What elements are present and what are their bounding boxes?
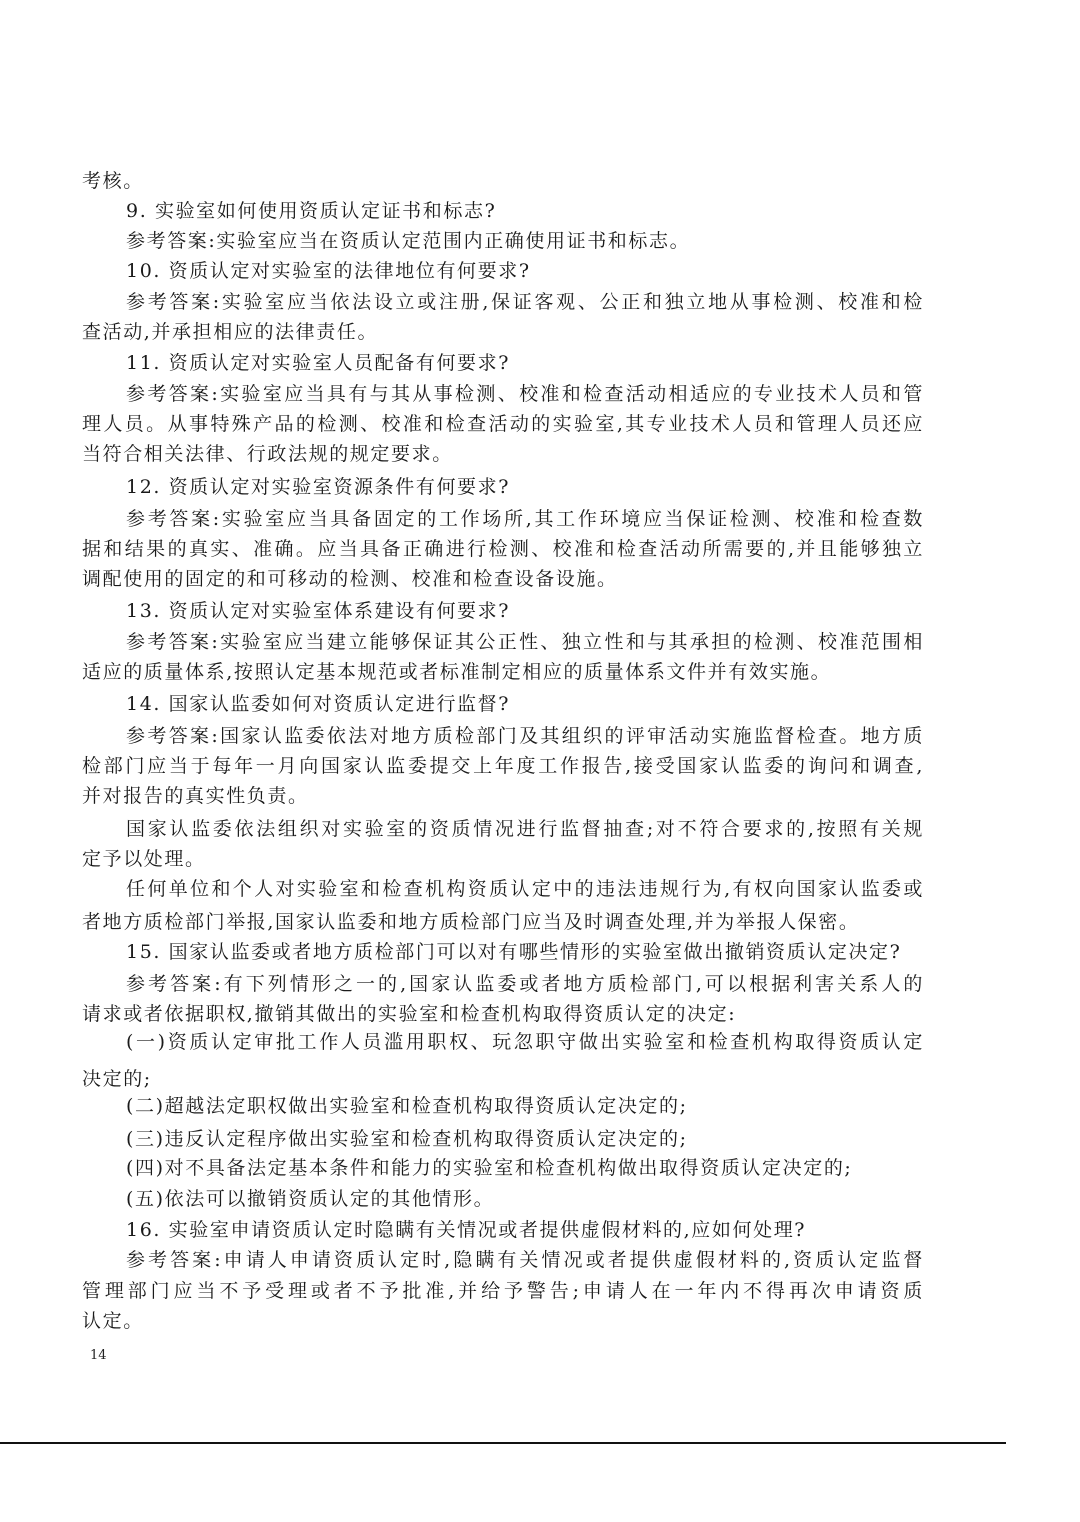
question-11: 11. 资质认定对实验室人员配备有何要求?: [126, 352, 511, 374]
answer-13-line-2: 适应的质量体系,按照认定基本规范或者标准制定相应的质量体系文件并有效实施。: [82, 661, 832, 683]
answer-16-line-3: 认定。: [82, 1310, 144, 1332]
answer-14-para-3-line-1: 任何单位和个人对实验室和检查机构资质认定中的违法违规行为,有权向国家认监委或: [126, 878, 924, 900]
paragraph-line: 考核。: [82, 170, 144, 192]
answer-15-item-4: (四)对不具备法定基本条件和能力的实验室和检查机构做出取得资质认定决定的;: [126, 1157, 853, 1179]
answer-9: 参考答案:实验室应当在资质认定范围内正确使用证书和标志。: [126, 230, 691, 252]
question-10: 10. 资质认定对实验室的法律地位有何要求?: [126, 260, 531, 282]
answer-12-line-1: 参考答案:实验室应当具备固定的工作场所,其工作环境应当保证检测、校准和检查数: [126, 508, 924, 530]
answer-15-line-1: 参考答案:有下列情形之一的,国家认监委或者地方质检部门,可以根据利害关系人的: [126, 973, 924, 995]
question-16: 16. 实验室申请资质认定时隐瞒有关情况或者提供虚假材料的,应如何处理?: [126, 1219, 807, 1241]
question-14: 14. 国家认监委如何对资质认定进行监督?: [126, 693, 511, 715]
bottom-divider: [0, 1442, 1006, 1444]
answer-12-line-3: 调配使用的固定的和可移动的检测、校准和检查设备设施。: [82, 568, 618, 590]
question-13: 13. 资质认定对实验室体系建设有何要求?: [126, 600, 511, 622]
answer-15-item-3: (三)违反认定程序做出实验室和检查机构取得资质认定决定的;: [126, 1128, 688, 1150]
answer-15-item-2: (二)超越法定职权做出实验室和检查机构取得资质认定决定的;: [126, 1095, 688, 1117]
answer-15-item-1-line-1: (一)资质认定审批工作人员滥用职权、玩忽职守做出实验室和检查机构取得资质认定: [126, 1031, 924, 1053]
answer-15-line-2: 请求或者依据职权,撤销其做出的实验室和检查机构取得资质认定的决定:: [82, 1003, 737, 1025]
answer-11-line-3: 当符合相关法律、行政法规的规定要求。: [82, 443, 453, 465]
page-number: 14: [90, 1348, 107, 1363]
question-12: 12. 资质认定对实验室资源条件有何要求?: [126, 476, 511, 498]
answer-15-item-1-line-2: 决定的;: [82, 1068, 152, 1090]
answer-14-para-2-line-2: 定予以处理。: [82, 848, 206, 870]
answer-11-line-2: 理人员。从事特殊产品的检测、校准和检查活动的实验室,其专业技术人员和管理人员还应: [82, 413, 924, 435]
answer-12-line-2: 据和结果的真实、准确。应当具备正确进行检测、校准和检查活动所需要的,并且能够独立: [82, 538, 924, 560]
answer-14-para-3-line-2: 者地方质检部门举报,国家认监委和地方质检部门应当及时调查处理,并为举报人保密。: [82, 911, 860, 933]
question-15: 15. 国家认监委或者地方质检部门可以对有哪些情形的实验室做出撤销资质认定决定?: [126, 941, 902, 963]
answer-14-para-2-line-1: 国家认监委依法组织对实验室的资质情况进行监督抽查;对不符合要求的,按照有关规: [126, 818, 924, 840]
answer-15-item-5: (五)依法可以撤销资质认定的其他情形。: [126, 1188, 495, 1210]
answer-11-line-1: 参考答案:实验室应当具有与其从事检测、校准和检查活动相适应的专业技术人员和管: [126, 383, 924, 405]
answer-16-line-2: 管理部门应当不予受理或者不予批准,并给予警告;申请人在一年内不得再次申请资质: [82, 1280, 924, 1302]
answer-14-line-3: 并对报告的真实性负责。: [82, 785, 309, 807]
answer-16-line-1: 参考答案:申请人申请资质认定时,隐瞒有关情况或者提供虚假材料的,资质认定监督: [126, 1249, 924, 1271]
answer-10-line-1: 参考答案:实验室应当依法设立或注册,保证客观、公正和独立地从事检测、校准和检: [126, 291, 924, 313]
answer-13-line-1: 参考答案:实验室应当建立能够保证其公正性、独立性和与其承担的检测、校准范围相: [126, 631, 924, 653]
answer-14-line-1: 参考答案:国家认监委依法对地方质检部门及其组织的评审活动实施监督检查。地方质: [126, 725, 924, 747]
question-9: 9. 实验室如何使用资质认定证书和标志?: [126, 200, 497, 222]
answer-10-line-2: 查活动,并承担相应的法律责任。: [82, 321, 379, 343]
answer-14-line-2: 检部门应当于每年一月向国家认监委提交上年度工作报告,接受国家认监委的询问和调查,: [82, 755, 924, 777]
